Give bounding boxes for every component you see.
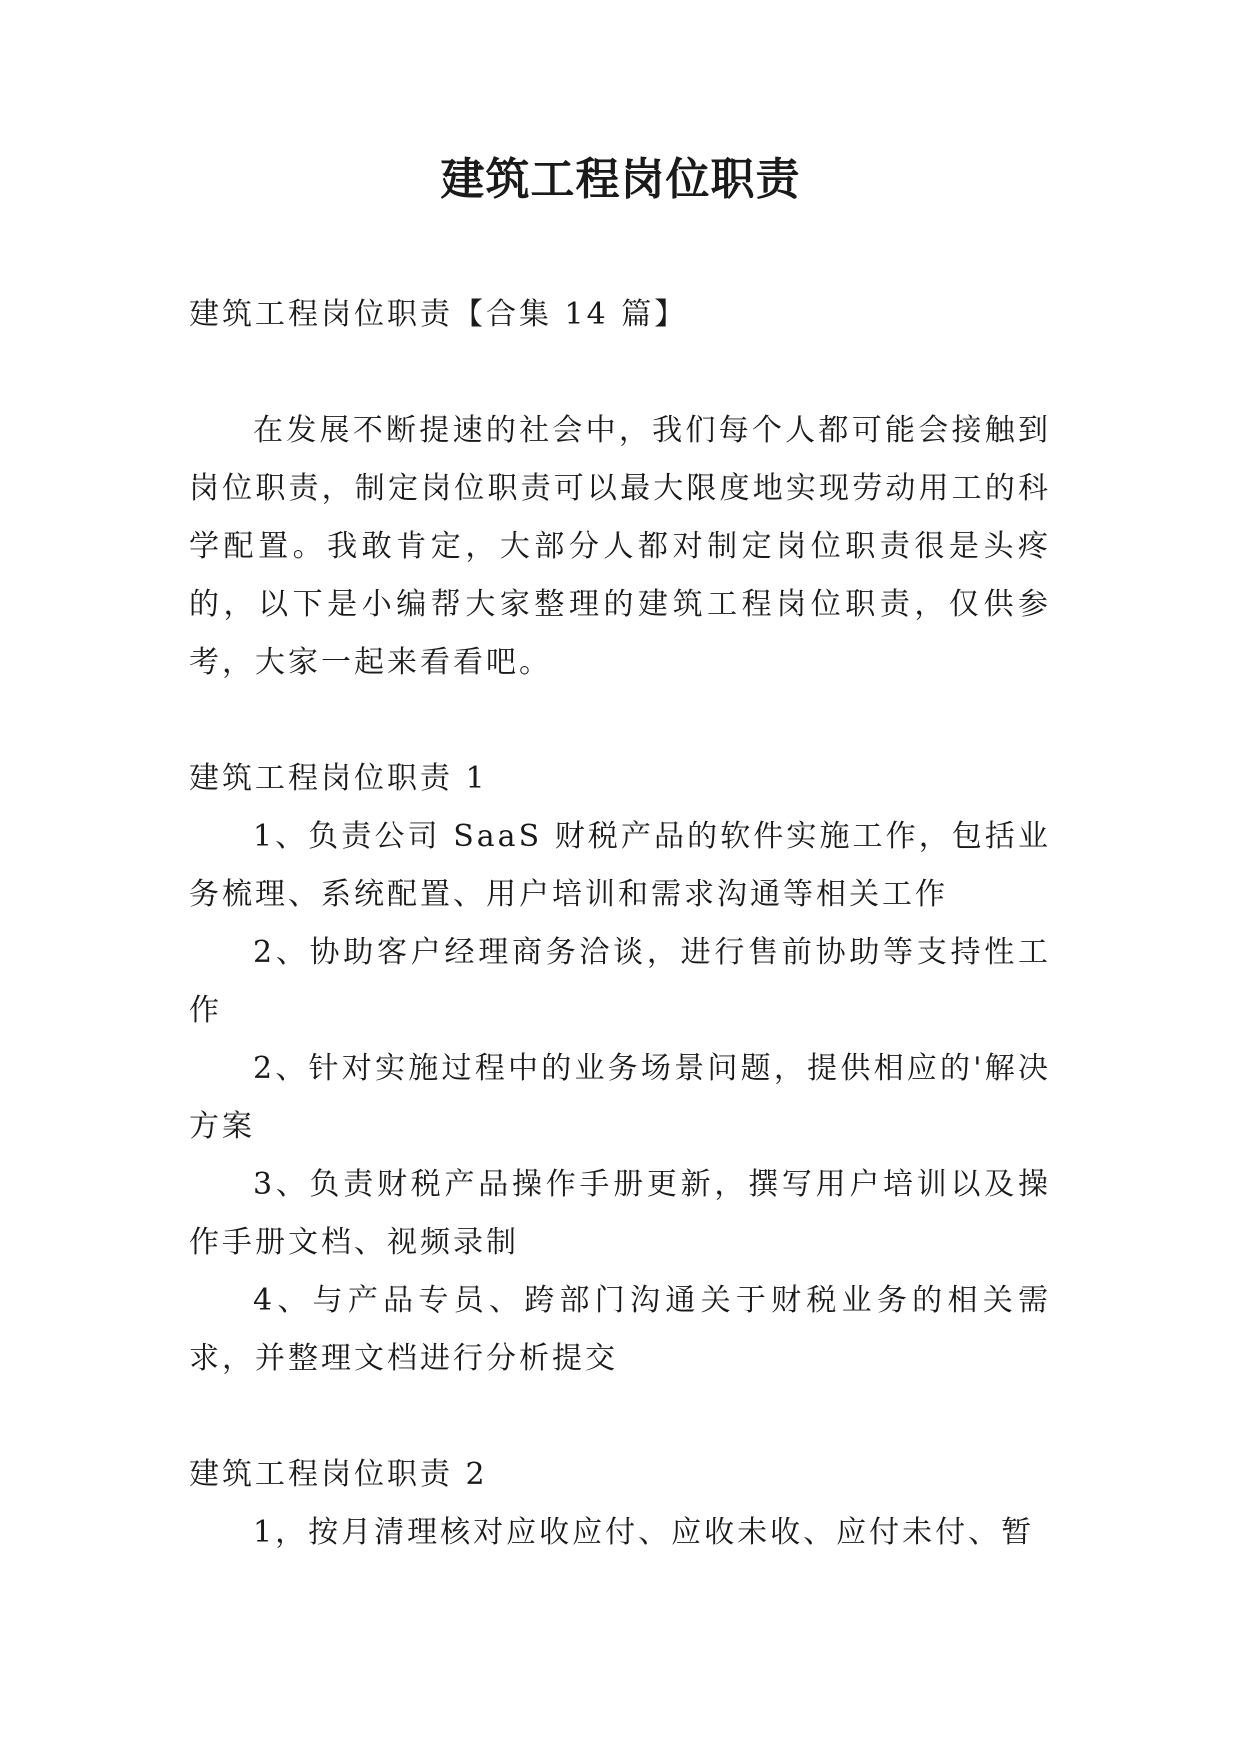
section-1: [189, 750, 1051, 1388]
document-body: [189, 286, 1051, 1562]
section-2: [189, 1446, 1051, 1562]
document-title: 建筑工程岗位职责: [440, 154, 801, 205]
section-item: 1、负责公司 SaaS 财税产品的软件实施工作，包括业务梳理、系统配置、用户培训和需求沟通等相关工作: [189, 819, 1051, 912]
section-item: 2、协助客户经理商务洽谈，进行售前协助等支持性工作: [189, 935, 1051, 1028]
document-subtitle: 建筑工程岗位职责【合集 14 篇】: [189, 297, 688, 332]
section-item: 1，按月清理核对应收应付、应收未收、应付未付、暂: [253, 1515, 1035, 1550]
section-heading: 建筑工程岗位职责 1: [189, 761, 488, 796]
intro-paragraph: 在发展不断提速的社会中，我们每个人都可能会接触到岗位职责，制定岗位职责可以最大限度地实现劳动用工的科学配置。我敢肯定，大部分人都对制定岗位职责很是头疼的，以下是小编帮大家整理的建筑工程岗位职责，仅供参考，大家一起来看看吧。: [189, 413, 1051, 680]
section-item: 4、与产品专员、跨部门沟通关于财税业务的相关需求，并整理文档进行分析提交: [189, 1283, 1051, 1376]
section-item: 3、负责财税产品操作手册更新，撰写用户培训以及操作手册文档、视频录制: [189, 1167, 1051, 1260]
section-heading: 建筑工程岗位职责 2: [189, 1457, 488, 1492]
section-item: 2、针对实施过程中的业务场景问题，提供相应的'解决方案: [189, 1051, 1051, 1144]
